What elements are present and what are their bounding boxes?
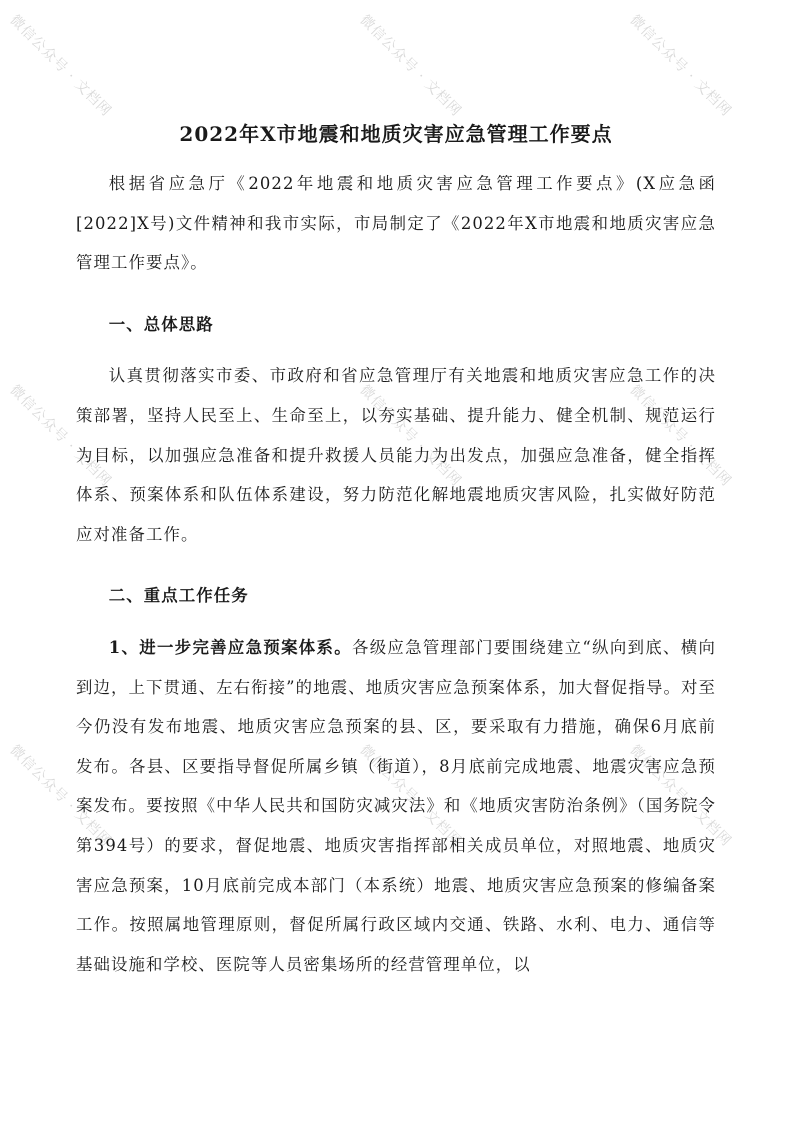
watermark: 微信公众号 · 文档网 xyxy=(626,742,735,850)
task-item-1-lead: 1、进一步完善应急预案体系。 xyxy=(108,637,352,657)
watermark: 微信公众号 · 文档网 xyxy=(626,12,735,120)
watermark: 微信公众号 · 文档网 xyxy=(356,382,465,490)
watermark: 微信公众号 · 文档网 xyxy=(6,742,115,850)
watermark: 微信公众号 · 文档网 xyxy=(626,382,735,490)
section-heading-tasks: 二、重点工作任务 xyxy=(108,586,249,606)
watermark: 微信公众号 · 文档网 xyxy=(356,742,465,850)
watermark: 微信公众号 · 文档网 xyxy=(6,12,115,120)
task-item-1 xyxy=(76,628,716,984)
overview-paragraph: 认真贯彻落实市委、市政府和省应急管理厅有关地震和地质灾害应急工作的决策部署，坚持人民至上、生命至上，以夯实基础、提升能力、健全机制、规范运行为目标，以加强应急准备和提升救援人员能力为出发点，加强应急准备，健全指挥体系、预案体系和队伍体系建设，努力防范化解地震地质灾害风险，扎实做好防范应对准备工作。 xyxy=(76,366,716,544)
task-item-1-body: 各级应急管理部门要围绕建立“纵向到底、横向到边，上下贯通、左右衔接”的地震、地质灾害应急预案体系，加大督促指导。对至今仍没有发布地震、地质灾害应急预案的县、区，要采取有力措施，确保6月底前发布。各县、区要指导督促所属乡镇（街道），8月底前完成地震、地震灾害应急预案发布。要按照《中华人民共和国防灾减灾法》和《地质灾害防治条例》（国务院令第394号）的要求，督促地震、地质灾害指挥部相关成员单位，对照地震、地质灾害应急预案，10月底前完成本部门（本系统）地震、地质灾害应急预案的修编备案工作。按照属地管理原则，督促所属行政区域内交通、铁路、水利、电力、通信等基础设施和学校、医院等人员密集场所的经营管理单位，以 xyxy=(76,637,716,974)
section-heading-overview: 一、总体思路 xyxy=(108,314,214,334)
document-body xyxy=(76,112,716,984)
document-title: 2022年X市地震和地质灾害应急管理工作要点 xyxy=(179,122,613,146)
watermark: 微信公众号 · 文档网 xyxy=(356,12,465,120)
intro-paragraph: 根据省应急厅《2022年地震和地质灾害应急管理工作要点》(X应急函[2022]X号)文件精神和我市实际，市局制定了《2022年X市地震和地质灾害应急管理工作要点》。 xyxy=(76,174,716,273)
watermark: 微信公众号 · 文档网 xyxy=(6,382,115,490)
